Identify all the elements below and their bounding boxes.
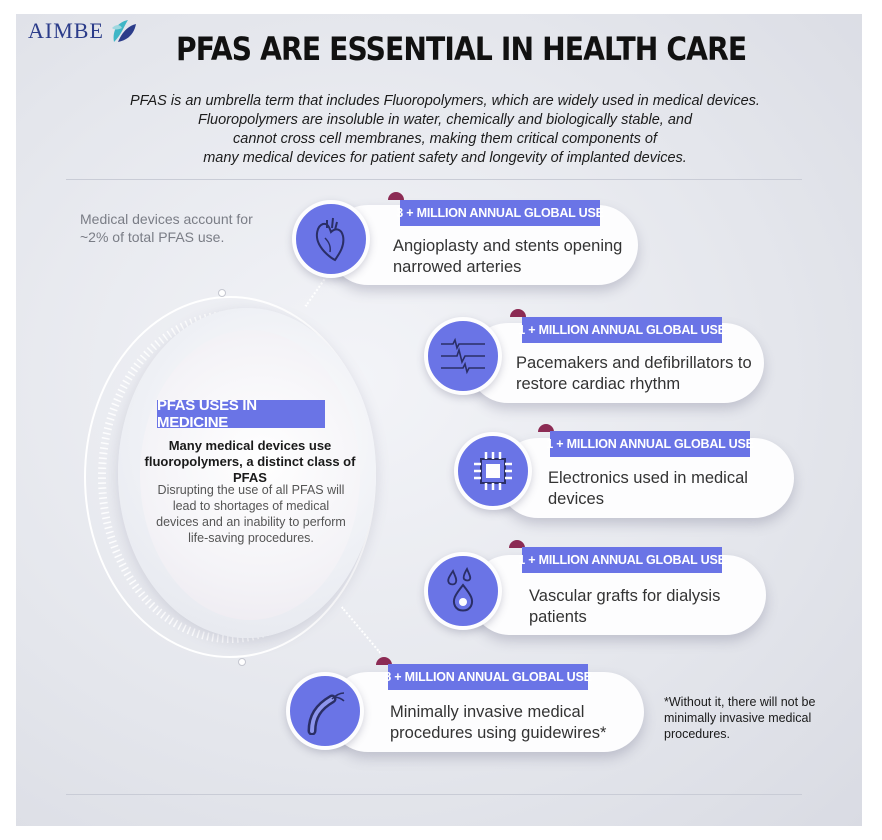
aimbe-logo <box>28 16 138 46</box>
aimbe-leaf-icon <box>108 16 138 46</box>
guidewire-catheter-icon <box>302 687 348 735</box>
use-description: Vascular grafts for dialysis patients <box>529 587 721 626</box>
use-badge: 1 + MILLION ANNUAL GLOBAL USE <box>522 547 722 573</box>
intro-line: PFAS is an umbrella term that includes Fluoropolymers, which are widely used in medical devices. <box>130 93 760 109</box>
ring-knob <box>238 658 246 666</box>
use-icon-circle <box>454 432 532 510</box>
blood-drops-icon <box>441 567 485 615</box>
bottom-divider <box>66 794 802 795</box>
side-note: Medical devices account for ~2% of total PFAS use. <box>80 211 253 245</box>
intro-line: many medical devices for patient safety and longevity of implanted devices. <box>203 150 687 166</box>
use-description: Electronics used in medical devices <box>548 469 748 508</box>
use-badge: 3 + MILLION ANNUAL GLOBAL USE <box>400 200 600 226</box>
use-icon-circle <box>286 672 364 750</box>
center-heading: PFAS USES IN MEDICINE <box>157 400 325 428</box>
center-subheading: Many medical devices use fluoropolymers, a distinct class of PFAS <box>144 438 356 485</box>
ring-knob <box>218 289 226 297</box>
footnote: *Without it, there will not be minimally invasive medical procedures. <box>664 695 816 741</box>
use-description: Pacemakers and defibrillators to restore cardiac rhythm <box>516 354 752 393</box>
use-icon-circle <box>424 552 502 630</box>
use-icon-circle <box>292 200 370 278</box>
microchip-icon <box>470 448 516 494</box>
use-icon-circle <box>424 317 502 395</box>
logo-text: AIMBE <box>28 18 104 43</box>
use-badge: 1 + MILLION ANNUAL GLOBAL USE <box>550 431 750 457</box>
use-badge: 1 + MILLION ANNUAL GLOBAL USE <box>522 317 722 343</box>
intro-paragraph <box>80 92 810 168</box>
page-title: PFAS ARE ESSENTIAL IN HEALTH CARE <box>176 30 747 68</box>
use-description: Minimally invasive medical procedures using guidewires* <box>390 703 607 742</box>
heart-icon <box>309 214 353 264</box>
use-badge: 8 + MILLION ANNUAL GLOBAL USE <box>388 664 588 690</box>
intro-line: Fluoropolymers are insoluble in water, chemically and biologically stable, and <box>197 112 693 128</box>
use-description: Angioplasty and stents opening narrowed arteries <box>393 237 623 276</box>
heartbeat-wave-icon <box>439 336 487 376</box>
top-divider <box>66 179 802 180</box>
center-body-text: Disrupting the use of all PFAS will lead to shortages of medical devices and an inability to perform life-saving procedures. <box>156 483 346 545</box>
intro-line: cannot cross cell membranes, making them critical components of <box>233 131 657 147</box>
